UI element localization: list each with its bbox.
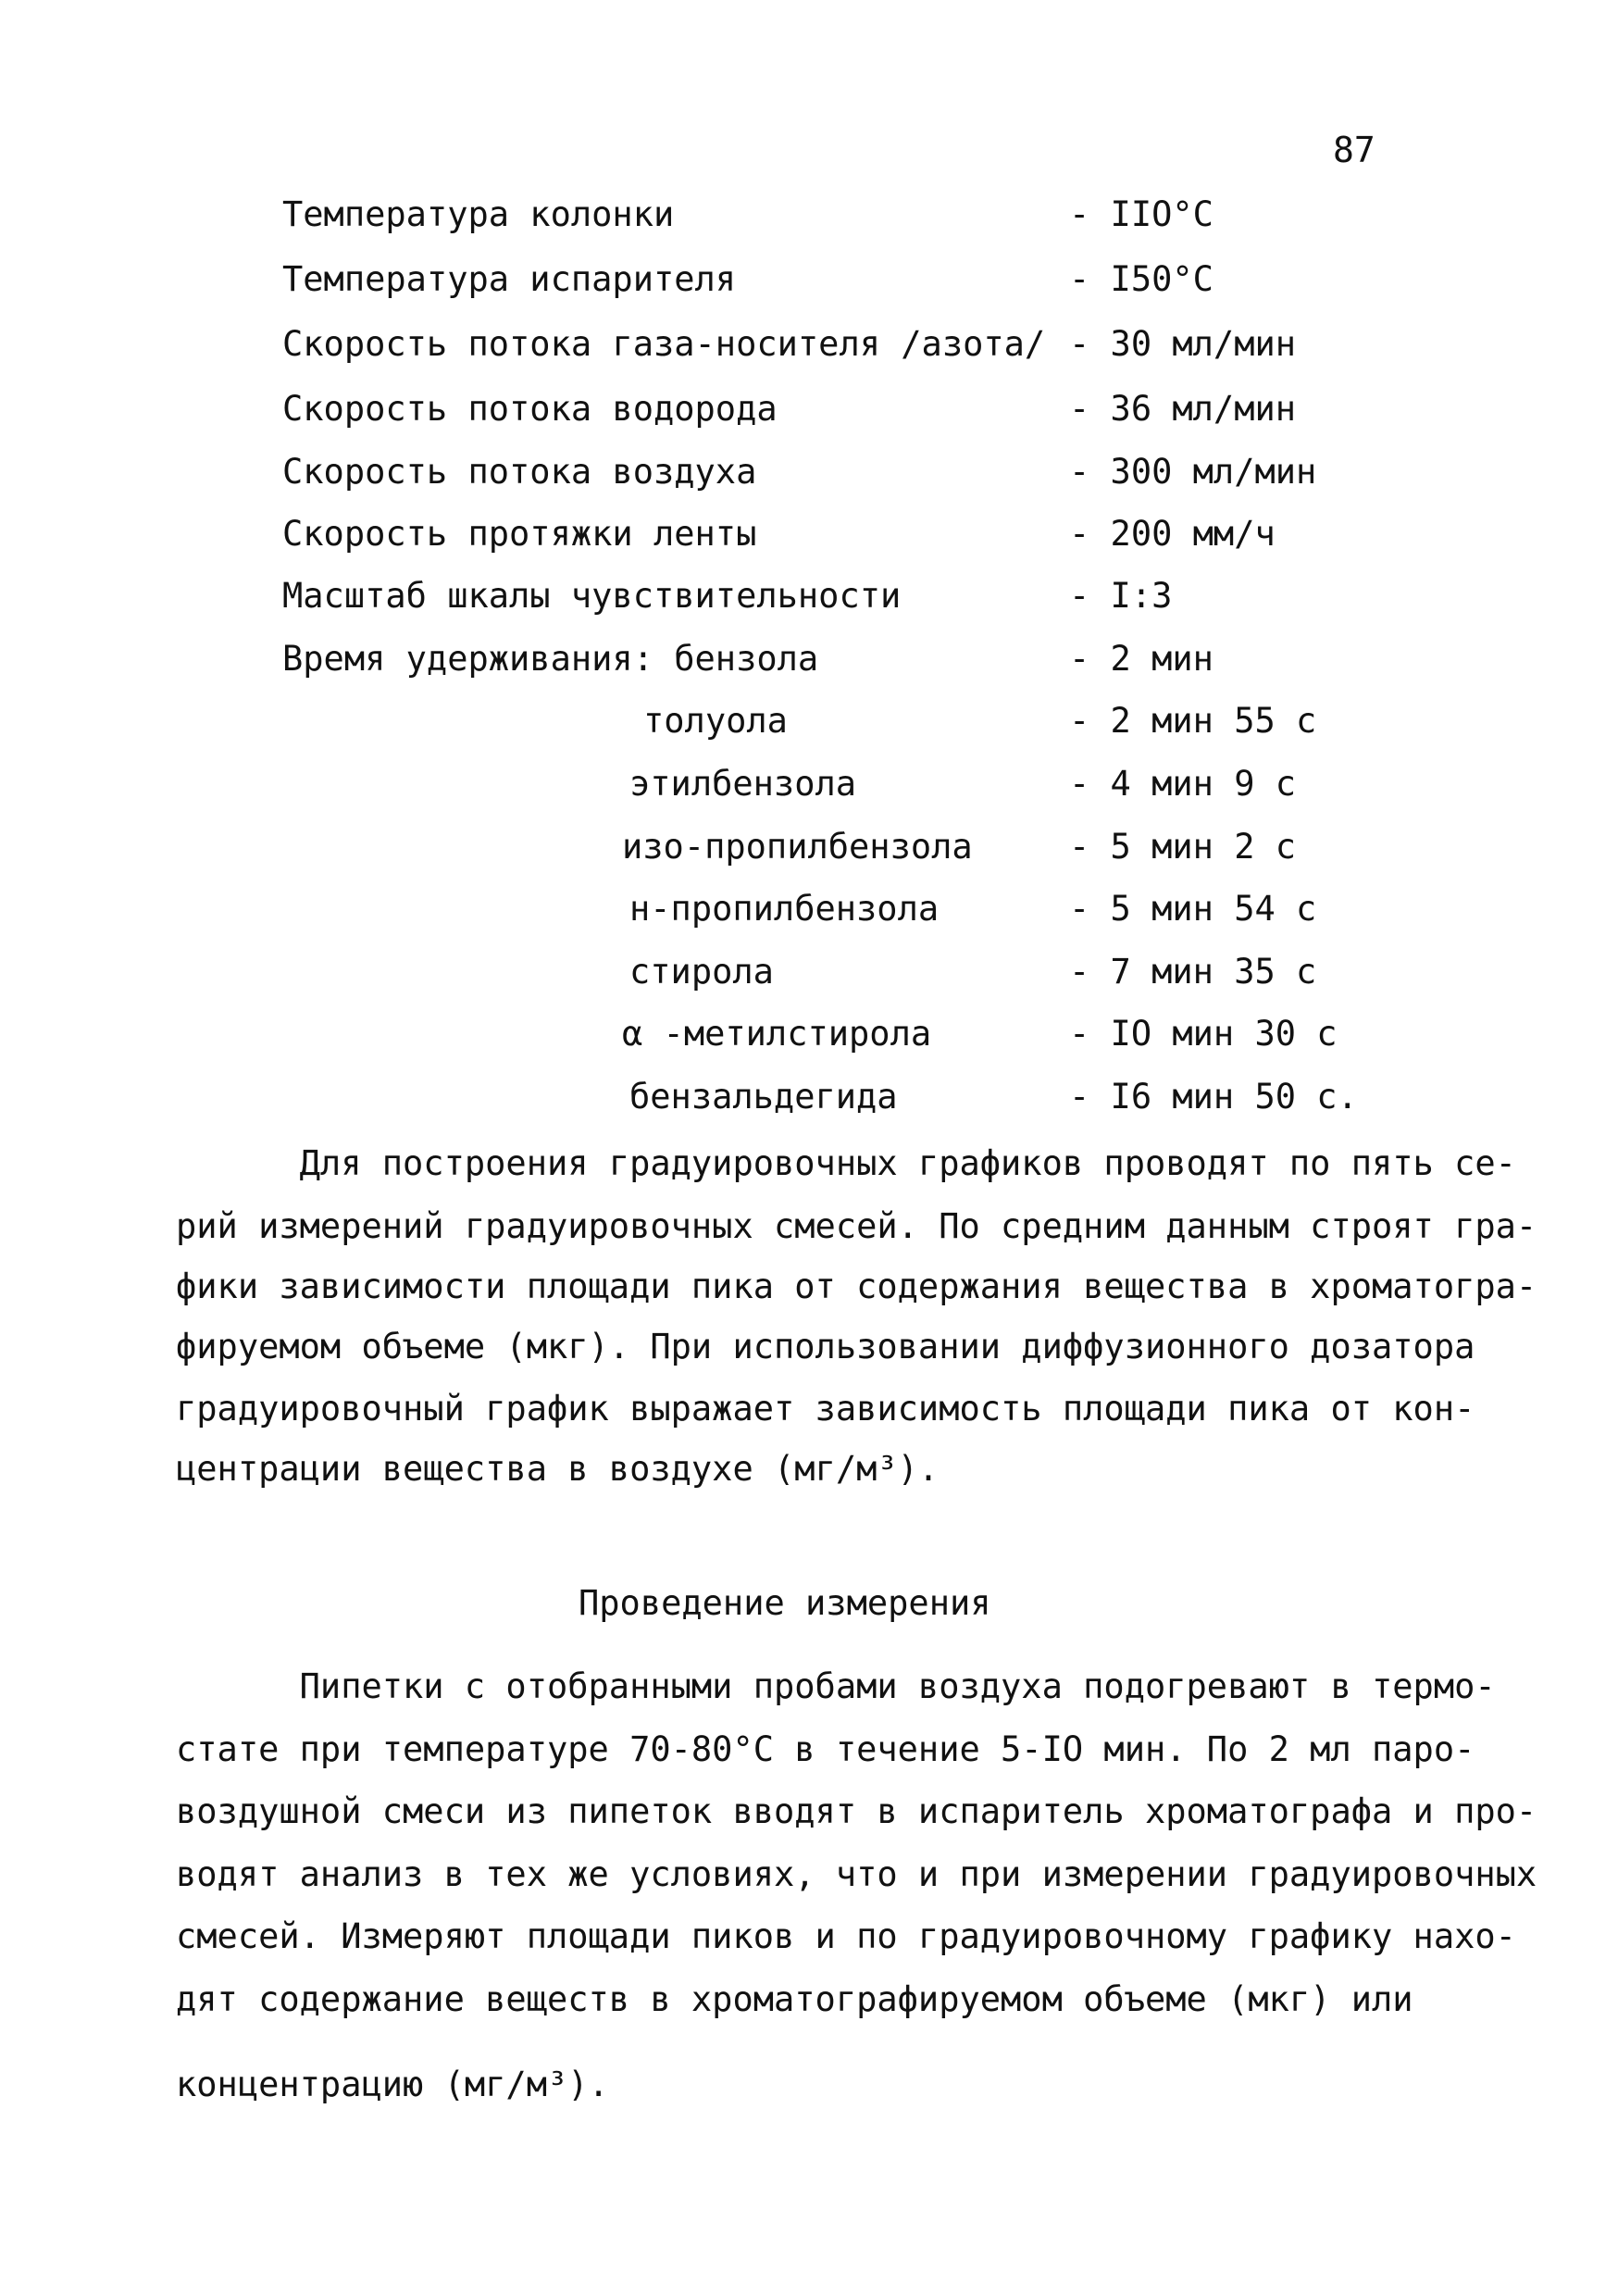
retention-label: α -метилстирола bbox=[622, 1014, 932, 1054]
param-value: - I:3 bbox=[1069, 576, 1173, 616]
retention-label: н-пропилбензола bbox=[629, 889, 940, 929]
paragraph-line: Пипетки с отобранными пробами воздуха подогревают в термо- bbox=[176, 1666, 1496, 1706]
paragraph-line: фики зависимости площади пика от содержания вещества в хроматогра- bbox=[176, 1267, 1537, 1306]
page-number: 87 bbox=[1333, 130, 1375, 170]
param-value: - 200 мм/ч bbox=[1069, 514, 1276, 554]
retention-value: - 5 мин 54 с bbox=[1069, 889, 1317, 929]
section-heading: Проведение измерения bbox=[579, 1583, 991, 1623]
param-value: - 300 мл/мин bbox=[1069, 452, 1317, 492]
retention-value: - 4 мин 9 с bbox=[1069, 764, 1297, 804]
paragraph-line: рий измерений градуировочных смесей. По средним данным строят гра- bbox=[176, 1206, 1537, 1246]
retention-value: - 5 мин 2 с bbox=[1069, 827, 1297, 867]
param-value: - I50°C bbox=[1069, 259, 1214, 299]
paragraph-line: стате при температуре 70-80°С в течение 5-IO мин. По 2 мл паро- bbox=[176, 1729, 1475, 1769]
paragraph-line: дят содержание веществ в хроматографируемом объеме (мкг) или bbox=[176, 1979, 1413, 2019]
paragraph-line: воздушной смеси из пипеток вводят в испаритель хроматографа и про- bbox=[176, 1791, 1537, 1831]
param-label: Скорость протяжки ленты bbox=[282, 514, 757, 554]
param-value: - IIO°C bbox=[1069, 194, 1214, 234]
paragraph-line: смесей. Измеряют площади пиков и по градуировочному графику нахо- bbox=[176, 1916, 1516, 1956]
param-label: Скорость потока водорода bbox=[282, 389, 778, 429]
param-label: Температура испарителя bbox=[282, 259, 737, 299]
retention-value: - IO мин 30 с bbox=[1069, 1014, 1338, 1054]
paragraph-line: центрации вещества в воздухе (мг/м³). bbox=[176, 1449, 940, 1489]
param-label: Скорость потока воздуха bbox=[282, 452, 757, 492]
param-label: Масштаб шкалы чувствительности bbox=[282, 576, 902, 616]
param-label: Время удерживания: бензола bbox=[282, 639, 819, 679]
param-value: - 36 мл/мин bbox=[1069, 389, 1297, 429]
retention-label: стирола bbox=[629, 952, 774, 992]
paragraph-line: градуировочный график выражает зависимость площади пика от кон- bbox=[176, 1389, 1475, 1429]
retention-value: - I6 мин 50 с. bbox=[1069, 1077, 1358, 1117]
retention-label: изо-пропилбензола bbox=[622, 827, 973, 867]
retention-label: этилбензола bbox=[629, 764, 857, 804]
param-value: - 30 мл/мин bbox=[1069, 324, 1297, 364]
paragraph-line: фируемом объеме (мкг). При использовании диффузионного дозатора bbox=[176, 1327, 1475, 1366]
retention-label: бензальдегида bbox=[629, 1077, 898, 1117]
param-label: Температура колонки bbox=[282, 194, 675, 234]
retention-value: - 7 мин 35 с bbox=[1069, 952, 1317, 992]
retention-value: - 2 мин 55 с bbox=[1069, 701, 1317, 741]
param-value: - 2 мин bbox=[1069, 639, 1214, 679]
param-label: Скорость потока газа-носителя /азота/ bbox=[282, 324, 1046, 364]
retention-label: толуола bbox=[643, 701, 788, 741]
final-line: концентрацию (мг/м³). bbox=[176, 2065, 609, 2104]
paragraph-line: Для построения градуировочных графиков проводят по пять се- bbox=[176, 1143, 1516, 1183]
paragraph-line: водят анализ в тех же условиях, что и при измерении градуировочных bbox=[176, 1854, 1537, 1894]
